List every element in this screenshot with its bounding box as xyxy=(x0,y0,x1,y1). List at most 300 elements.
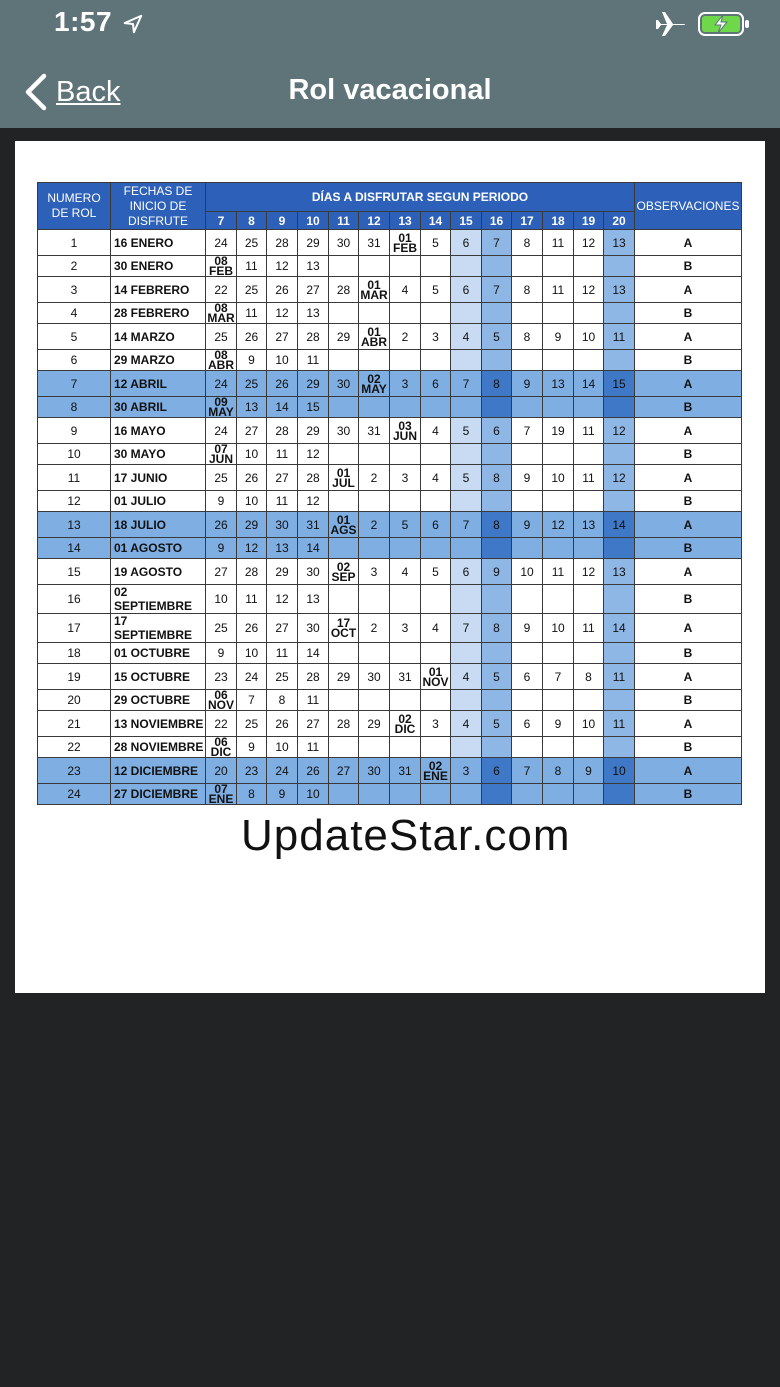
day-cell: 9 xyxy=(512,614,543,643)
day-cell: 7 xyxy=(451,371,482,397)
day-cell: 03 JUN xyxy=(390,418,421,444)
day-cell: 5 xyxy=(421,559,451,585)
day-cell: 13 xyxy=(574,512,604,538)
day-cell xyxy=(359,303,390,324)
day-cell xyxy=(482,444,512,465)
day-cell: 11 xyxy=(298,690,329,711)
day-cell: 8 xyxy=(267,690,298,711)
day-cell: 5 xyxy=(482,324,512,350)
day-cell: 9 xyxy=(574,758,604,784)
day-cell xyxy=(574,303,604,324)
day-cell: 27 xyxy=(267,465,298,491)
day-cell: 11 xyxy=(543,277,574,303)
day-cell: 28 xyxy=(267,230,298,256)
day-cell: 25 xyxy=(237,230,267,256)
day-cell: 14 xyxy=(574,371,604,397)
day-cell: 12 xyxy=(574,277,604,303)
day-cell: 5 xyxy=(451,465,482,491)
day-cell xyxy=(512,444,543,465)
day-cell xyxy=(512,784,543,805)
day-cell: 6 xyxy=(421,371,451,397)
day-cell xyxy=(604,538,635,559)
day-cell: 6 xyxy=(451,277,482,303)
day-cell xyxy=(574,690,604,711)
table-row xyxy=(38,614,742,643)
day-cell: 12 xyxy=(267,585,298,614)
day-cell: 9 xyxy=(512,512,543,538)
day-cell: 13 xyxy=(604,277,635,303)
day-cell: 7 xyxy=(543,664,574,690)
day-cell: 8 xyxy=(237,784,267,805)
day-cell: 11 xyxy=(604,324,635,350)
day-cell: 24 xyxy=(237,664,267,690)
day-cell: 14 xyxy=(267,397,298,418)
day-cell xyxy=(482,350,512,371)
start-date: 19 AGOSTO xyxy=(111,559,206,585)
day-cell: 12 xyxy=(267,256,298,277)
day-cell: 9 xyxy=(543,324,574,350)
day-cell: 4 xyxy=(421,465,451,491)
day-cell xyxy=(359,784,390,805)
start-date: 12 ABRIL xyxy=(111,371,206,397)
day-cell xyxy=(390,444,421,465)
rol-number: 17 xyxy=(38,614,111,643)
day-cell xyxy=(421,737,451,758)
day-cell: 12 xyxy=(543,512,574,538)
day-cell xyxy=(543,538,574,559)
day-cell: 6 xyxy=(451,230,482,256)
day-cell: 13 xyxy=(604,230,635,256)
header-observaciones: OBSERVACIONES xyxy=(635,183,742,230)
day-cell: 25 xyxy=(237,711,267,737)
day-cell xyxy=(451,737,482,758)
day-cell xyxy=(329,643,359,664)
day-cell: 8 xyxy=(482,512,512,538)
day-cell xyxy=(359,397,390,418)
day-cell: 9 xyxy=(206,491,237,512)
day-cell xyxy=(421,784,451,805)
start-date: 30 ABRIL xyxy=(111,397,206,418)
day-cell: 29 xyxy=(298,230,329,256)
day-cell: 6 xyxy=(512,711,543,737)
day-cell: 28 xyxy=(267,418,298,444)
day-cell: 2 xyxy=(359,512,390,538)
day-cell xyxy=(359,690,390,711)
day-cell: 9 xyxy=(512,371,543,397)
day-cell xyxy=(329,784,359,805)
header-day: 17 xyxy=(512,212,543,230)
day-cell xyxy=(329,737,359,758)
day-cell: 29 xyxy=(298,418,329,444)
day-cell: 31 xyxy=(359,418,390,444)
observation: A xyxy=(635,418,742,444)
day-cell: 12 xyxy=(574,559,604,585)
observation: B xyxy=(635,491,742,512)
start-date: 16 MAYO xyxy=(111,418,206,444)
day-cell: 13 xyxy=(237,397,267,418)
day-cell: 10 xyxy=(206,585,237,614)
observation: B xyxy=(635,690,742,711)
day-cell xyxy=(574,397,604,418)
day-cell: 13 xyxy=(298,256,329,277)
day-cell xyxy=(359,256,390,277)
day-cell: 27 xyxy=(267,324,298,350)
table-row xyxy=(38,538,742,559)
table-row xyxy=(38,585,742,614)
day-cell xyxy=(574,491,604,512)
day-cell: 4 xyxy=(421,418,451,444)
observation: A xyxy=(635,559,742,585)
day-cell: 08 MAR xyxy=(207,302,235,324)
day-cell: 19 xyxy=(543,418,574,444)
day-cell: 30 xyxy=(267,512,298,538)
day-cell: 24 xyxy=(206,371,237,397)
day-cell: 26 xyxy=(237,324,267,350)
day-cell xyxy=(390,690,421,711)
day-cell: 11 xyxy=(543,559,574,585)
day-cell xyxy=(390,538,421,559)
observation: A xyxy=(635,277,742,303)
status-time: 1:57 xyxy=(54,6,113,37)
observation: A xyxy=(635,512,742,538)
location-arrow-icon xyxy=(122,13,144,35)
day-cell: 27 xyxy=(206,559,237,585)
day-cell xyxy=(359,538,390,559)
day-cell: 3 xyxy=(451,758,482,784)
day-cell: 9 xyxy=(206,538,237,559)
start-date: 17 JUNIO xyxy=(111,465,206,491)
day-cell: 02 DIC xyxy=(390,711,421,737)
day-cell: 29 xyxy=(237,512,267,538)
rol-number: 19 xyxy=(38,664,111,690)
day-cell xyxy=(421,397,451,418)
day-cell xyxy=(421,643,451,664)
rol-number: 2 xyxy=(38,256,111,277)
day-cell: 27 xyxy=(298,277,329,303)
header-numero: NUMERO DE ROL xyxy=(38,183,111,230)
day-cell: 25 xyxy=(206,465,237,491)
day-cell xyxy=(512,350,543,371)
day-cell xyxy=(543,690,574,711)
day-cell xyxy=(604,350,635,371)
day-cell xyxy=(512,585,543,614)
day-cell xyxy=(421,690,451,711)
day-cell xyxy=(543,643,574,664)
day-cell xyxy=(451,397,482,418)
day-cell: 7 xyxy=(512,418,543,444)
day-cell: 11 xyxy=(298,737,329,758)
day-cell xyxy=(604,585,635,614)
start-date: 02 SEPTIEMBRE xyxy=(111,585,206,614)
day-cell: 5 xyxy=(390,512,421,538)
day-cell xyxy=(543,585,574,614)
day-cell xyxy=(451,444,482,465)
header-day: 14 xyxy=(421,212,451,230)
rol-number: 9 xyxy=(38,418,111,444)
day-cell: 12 xyxy=(604,418,635,444)
observation: A xyxy=(635,465,742,491)
day-cell xyxy=(451,585,482,614)
day-cell xyxy=(482,690,512,711)
day-cell xyxy=(359,585,390,614)
day-cell xyxy=(604,256,635,277)
start-date: 30 MAYO xyxy=(111,444,206,465)
day-cell: 11 xyxy=(604,711,635,737)
rol-number: 8 xyxy=(38,397,111,418)
table-row xyxy=(38,664,742,690)
day-cell: 22 xyxy=(206,277,237,303)
day-cell: 10 xyxy=(574,711,604,737)
day-cell: 6 xyxy=(512,664,543,690)
day-cell xyxy=(512,690,543,711)
rol-number: 18 xyxy=(38,643,111,664)
table-row xyxy=(38,491,742,512)
day-cell xyxy=(390,303,421,324)
day-cell xyxy=(574,256,604,277)
day-cell: 01 ABR xyxy=(359,324,390,350)
day-cell xyxy=(574,737,604,758)
day-cell: 11 xyxy=(574,465,604,491)
table-row xyxy=(38,324,742,350)
day-cell: 12 xyxy=(267,303,298,324)
header-day: 20 xyxy=(604,212,635,230)
start-date: 01 JULIO xyxy=(111,491,206,512)
day-cell: 13 xyxy=(298,585,329,614)
day-cell: 10 xyxy=(237,643,267,664)
day-cell: 31 xyxy=(359,230,390,256)
observation: B xyxy=(635,444,742,465)
nav-bar xyxy=(0,0,780,128)
day-cell: 10 xyxy=(604,758,635,784)
day-cell: 4 xyxy=(451,324,482,350)
day-cell xyxy=(451,538,482,559)
day-cell xyxy=(543,397,574,418)
day-cell xyxy=(451,303,482,324)
day-cell xyxy=(390,643,421,664)
day-cell: 3 xyxy=(359,559,390,585)
day-cell: 13 xyxy=(543,371,574,397)
day-cell xyxy=(421,491,451,512)
day-cell: 8 xyxy=(482,614,512,643)
observation: B xyxy=(635,350,742,371)
day-cell xyxy=(421,444,451,465)
day-cell: 10 xyxy=(267,350,298,371)
rol-number: 3 xyxy=(38,277,111,303)
header-day: 7 xyxy=(206,212,237,230)
day-cell: 9 xyxy=(482,559,512,585)
day-cell: 3 xyxy=(421,324,451,350)
table-row xyxy=(38,371,742,397)
table-body xyxy=(38,230,742,805)
day-cell xyxy=(390,256,421,277)
day-cell xyxy=(543,350,574,371)
start-date: 15 OCTUBRE xyxy=(111,664,206,690)
day-cell: 7 xyxy=(451,614,482,643)
day-cell: 14 xyxy=(298,643,329,664)
day-cell: 8 xyxy=(482,371,512,397)
start-date: 01 AGOSTO xyxy=(111,538,206,559)
day-cell xyxy=(604,643,635,664)
start-date: 28 FEBRERO xyxy=(111,303,206,324)
day-cell: 24 xyxy=(206,418,237,444)
header-day: 13 xyxy=(390,212,421,230)
day-cell: 6 xyxy=(482,418,512,444)
day-cell: 25 xyxy=(206,614,237,643)
day-cell: 3 xyxy=(390,465,421,491)
day-cell: 01 NOV xyxy=(422,664,449,689)
observation: B xyxy=(635,784,742,805)
day-cell xyxy=(390,737,421,758)
day-cell: 02 SEP xyxy=(329,559,359,585)
rol-number: 13 xyxy=(38,512,111,538)
table-row xyxy=(38,711,742,737)
day-cell: 22 xyxy=(206,711,237,737)
vacation-roll-table xyxy=(37,182,742,805)
observation: B xyxy=(635,397,742,418)
day-cell xyxy=(451,491,482,512)
day-cell: 26 xyxy=(267,277,298,303)
rol-number: 24 xyxy=(38,784,111,805)
day-cell: 10 xyxy=(298,784,329,805)
day-cell xyxy=(359,737,390,758)
day-cell: 2 xyxy=(390,324,421,350)
day-cell xyxy=(512,397,543,418)
day-cell xyxy=(421,350,451,371)
day-cell: 9 xyxy=(237,737,267,758)
day-cell: 6 xyxy=(421,512,451,538)
day-cell: 6 xyxy=(482,758,512,784)
day-cell: 26 xyxy=(298,758,329,784)
day-cell xyxy=(359,643,390,664)
day-cell: 25 xyxy=(237,371,267,397)
day-cell: 11 xyxy=(237,585,267,614)
observation: B xyxy=(635,643,742,664)
day-cell xyxy=(543,491,574,512)
day-cell xyxy=(482,256,512,277)
observation: A xyxy=(635,711,742,737)
day-cell xyxy=(574,538,604,559)
day-cell: 29 xyxy=(267,559,298,585)
day-cell xyxy=(482,303,512,324)
day-cell: 8 xyxy=(512,230,543,256)
day-cell: 01 MAR xyxy=(360,277,388,302)
day-cell: 29 xyxy=(329,664,359,690)
day-cell: 3 xyxy=(390,614,421,643)
rol-number: 5 xyxy=(38,324,111,350)
day-cell: 30 xyxy=(298,559,329,585)
start-date: 28 NOVIEMBRE xyxy=(111,737,206,758)
day-cell xyxy=(421,256,451,277)
day-cell: 30 xyxy=(329,418,359,444)
table-row xyxy=(38,444,742,465)
day-cell xyxy=(329,444,359,465)
start-date: 27 DICIEMBRE xyxy=(111,784,206,805)
table-row xyxy=(38,643,742,664)
day-cell xyxy=(574,784,604,805)
observation: B xyxy=(635,256,742,277)
day-cell xyxy=(421,538,451,559)
day-cell: 23 xyxy=(237,758,267,784)
day-cell xyxy=(451,350,482,371)
day-cell: 30 xyxy=(329,230,359,256)
observation: A xyxy=(635,664,742,690)
day-cell: 12 xyxy=(298,444,329,465)
rol-number: 10 xyxy=(38,444,111,465)
rol-number: 11 xyxy=(38,465,111,491)
day-cell: 6 xyxy=(451,559,482,585)
day-cell: 29 xyxy=(298,371,329,397)
day-cell xyxy=(512,303,543,324)
day-cell: 31 xyxy=(298,512,329,538)
day-cell: 9 xyxy=(267,784,298,805)
day-cell xyxy=(604,491,635,512)
start-date: 13 NOVIEMBRE xyxy=(111,711,206,737)
day-cell: 28 xyxy=(298,324,329,350)
day-cell xyxy=(329,303,359,324)
day-cell: 10 xyxy=(574,324,604,350)
header-day: 9 xyxy=(267,212,298,230)
day-cell: 02 ENE xyxy=(421,758,451,784)
day-cell: 8 xyxy=(574,664,604,690)
day-cell xyxy=(604,690,635,711)
day-cell: 24 xyxy=(267,758,298,784)
day-cell: 23 xyxy=(206,664,237,690)
day-cell xyxy=(390,397,421,418)
day-cell: 08 ABR xyxy=(206,350,237,371)
header-day: 15 xyxy=(451,212,482,230)
rol-number: 14 xyxy=(38,538,111,559)
table-row xyxy=(38,690,742,711)
day-cell xyxy=(604,444,635,465)
table-row xyxy=(38,397,742,418)
header-day: 18 xyxy=(543,212,574,230)
table-row xyxy=(38,559,742,585)
day-cell: 15 xyxy=(604,371,635,397)
day-cell: 4 xyxy=(390,277,421,303)
rol-number: 21 xyxy=(38,711,111,737)
day-cell xyxy=(451,784,482,805)
day-cell xyxy=(482,737,512,758)
day-cell: 25 xyxy=(267,664,298,690)
day-cell: 26 xyxy=(237,465,267,491)
day-cell: 26 xyxy=(267,371,298,397)
day-cell: 31 xyxy=(390,758,421,784)
day-cell: 06 NOV xyxy=(206,690,237,711)
day-cell: 9 xyxy=(237,350,267,371)
rol-number: 15 xyxy=(38,559,111,585)
day-cell: 06 DIC xyxy=(206,737,237,758)
observation: B xyxy=(635,585,742,614)
day-cell: 5 xyxy=(482,664,512,690)
start-date: 29 MARZO xyxy=(111,350,206,371)
day-cell: 14 xyxy=(604,614,635,643)
table-row xyxy=(38,303,742,324)
day-cell: 11 xyxy=(237,303,267,324)
day-cell xyxy=(451,643,482,664)
observation: A xyxy=(635,614,742,643)
day-cell: 10 xyxy=(267,737,298,758)
day-cell: 11 xyxy=(543,230,574,256)
header-day: 8 xyxy=(237,212,267,230)
day-cell xyxy=(543,784,574,805)
observation: B xyxy=(635,737,742,758)
rol-number: 23 xyxy=(38,758,111,784)
day-cell: 11 xyxy=(237,256,267,277)
start-date: 14 MARZO xyxy=(111,324,206,350)
day-cell: 11 xyxy=(298,350,329,371)
day-cell: 2 xyxy=(359,614,390,643)
day-cell: 5 xyxy=(421,277,451,303)
